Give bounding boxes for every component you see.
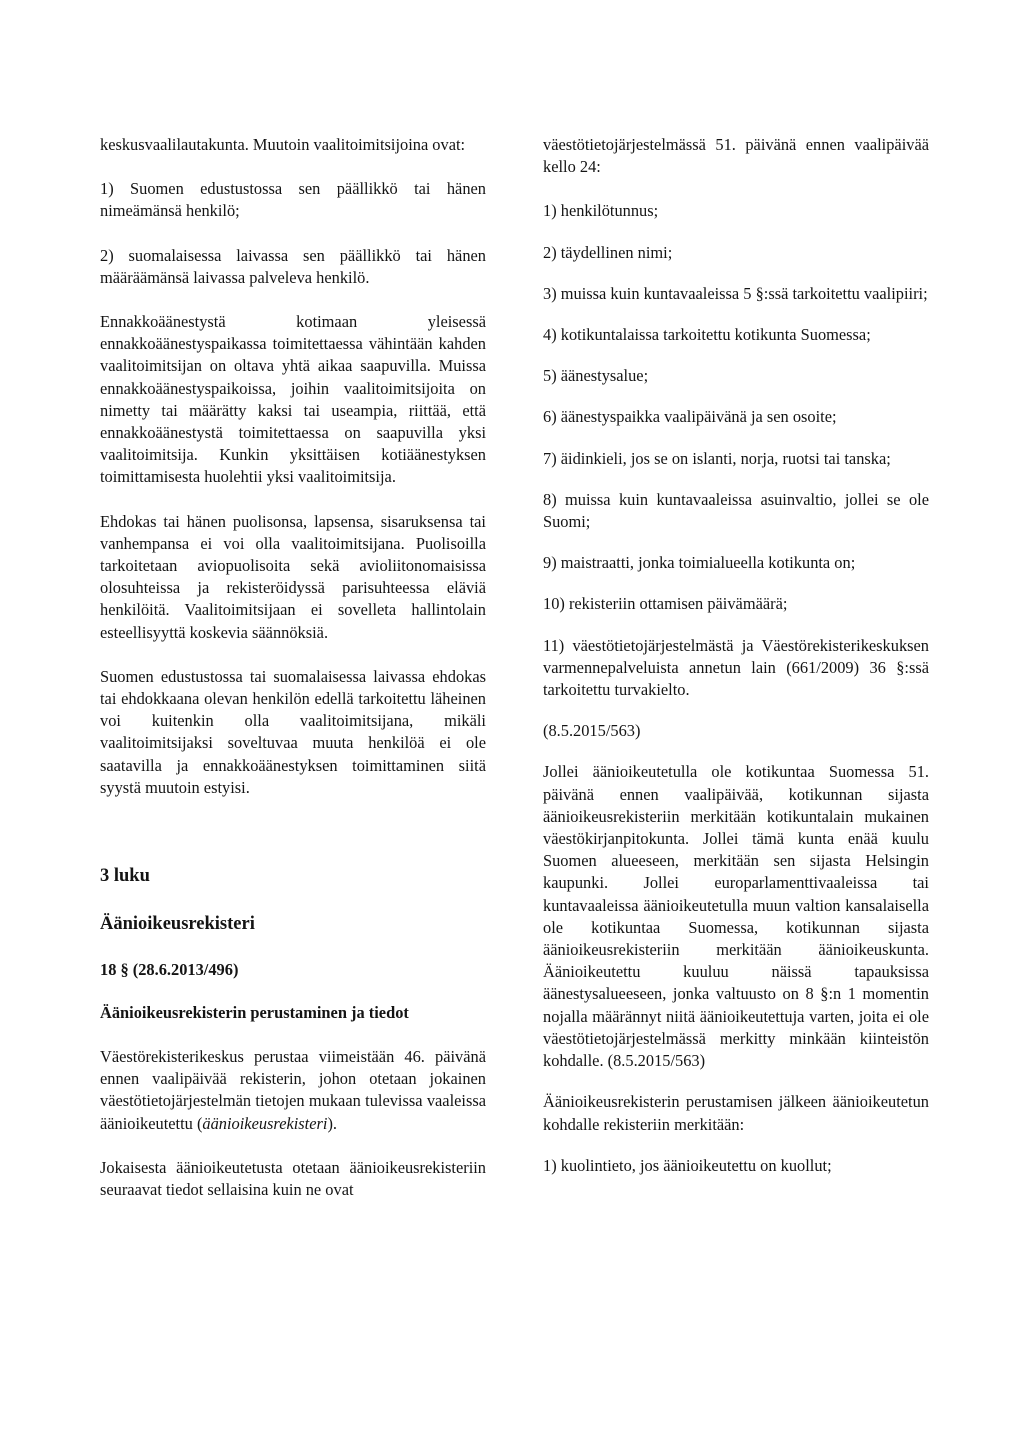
paragraph: Jollei äänioikeutetulla ole kotikuntaa Suomessa 51. päivänä ennen vaalipäivää, kotikunnan sijasta äänioikeusrekisteriin merkitään kotikuntalain mukainen väestökirjanpitokunta. Jollei tämä kunta enää kuulu Suomen alueeseen, merkitään sen sijasta Helsingin kaupunki. Jollei europarlamenttivaaleissa tai kuntavaaleissa äänioikeutetulla muun valtion kansalaisella ole kotikuntaa Suomessa, kotikunnan sijasta äänioikeusrekisteriin merkitään äänioikeuskunta. Äänioikeutettu kuuluu näissä tapauksissa äänestysalueeseen, jonka valtuusto on 8 §:n 1 momentin nojalla määrännyt niitä äänioikeutettuja varten, joita ei ole väestötietojärjestelmässä merkitty minkään kiinteistön kohdalle. (8.5.2015/563) [543, 762, 929, 1071]
right-column [543, 134, 929, 1196]
paragraph: Ehdokas tai hänen puolisonsa, lapsensa, sisaruksensa tai vanhempansa ei voi olla vaalitoimitsijana. Puolisoilla tarkoitetaan aviopuolisoita sekä avioliitonomaisissa olosuhteissa ja rekisteröidyssä parisuhteessa eläviä henkilöitä. Vaalitoimitsijaan ei sovelleta hallintolain esteellisyyttä koskevia säännöksiä. [100, 511, 486, 642]
list-item: 9) maistraatti, jonka toimialueella kotikunta on; [543, 553, 856, 573]
paragraph: väestötietojärjestelmässä 51. päivänä ennen vaalipäivää kello 24: [543, 135, 929, 177]
amendment-reference: (8.5.2015/563) [543, 721, 641, 741]
chapter-title: Äänioikeusrekisteri [100, 914, 255, 935]
paragraph: keskusvaalilautakunta. Muutoin vaalitoimitsijoina ovat: [100, 135, 466, 154]
defined-term: äänioikeusrekisteri [202, 1113, 328, 1133]
section-number: 18 § (28.6.2013/496) [100, 960, 239, 980]
paragraph: Äänioikeusrekisterin perustamisen jälkeen äänioikeutetun kohdalle rekisteriin merkitään: [543, 1092, 929, 1134]
paragraph: Jokaisesta äänioikeutetusta otetaan äänioikeusrekisteriin seuraavat tiedot sellaisina kuin ne ovat [100, 1157, 486, 1199]
list-item: 5) äänestysalue; [543, 366, 649, 386]
list-item: 11) väestötietojärjestelmästä ja Väestörekisterikeskuksen varmennepalveluista annetun lain (661/2009) 36 §:ssä tarkoitettu turvakielto. [543, 635, 929, 700]
list-item: 1) kuolintieto, jos äänioikeutettu on kuollut; [543, 1155, 832, 1175]
list-item: 8) muissa kuin kuntavaaleissa asuinvaltio, jollei se ole Suomi; [543, 489, 929, 532]
paragraph: Ennakkoäänestystä kotimaan yleisessä ennakkoäänestyspaikassa toimitettaessa vähintään kahden vaalitoimitsijan on oltava yhtä aikaa saapuvilla. Muissa ennakkoäänestyspaikoissa, joihin vaalitoimitsijoita on nimetty tai määrätty kaksi tai useampia, riittää, että ennakkoäänestystä toimitettaessa on saapuvilla yksi vaalitoimitsija. Kunkin yksittäisen kotiäänestyksen toimittamisesta huolehtii yksi vaalitoimitsija. [100, 312, 486, 487]
chapter-number: 3 luku [100, 866, 150, 887]
list-item: 10) rekisteriin ottamisen päivämäärä; [543, 594, 788, 614]
list-item: 1) Suomen edustustossa sen päällikkö tai hänen nimeämänsä henkilö; [100, 179, 486, 221]
list-item: 1) henkilötunnus; [543, 201, 659, 221]
paragraph-text: Väestörekisterikeskus perustaa viimeistään 46. päivänä ennen vaalipäivää rekisterin, johon otetaan jokainen väestötietojärjestelmän tietojen mukaan tulevissa vaaleissa äänioikeutettu ( [100, 1046, 486, 1133]
left-column [100, 134, 486, 1223]
list-item: 6) äänestyspaikka vaalipäivänä ja sen osoite; [543, 407, 837, 427]
list-item: 3) muissa kuin kuntavaaleissa 5 §:ssä tarkoitettu vaalipiiri; [543, 283, 928, 303]
section-title: Äänioikeusrekisterin perustaminen ja tiedot [100, 1002, 409, 1022]
list-item: 7) äidinkieli, jos se on islanti, norja, ruotsi tai tanska; [543, 448, 891, 468]
paragraph: Suomen edustustossa tai suomalaisessa laivassa ehdokas tai ehdokkaana olevan henkilön edellä tarkoitettu läheinen voi kuitenkin olla vaalitoimitsijana, mikäli vaalitoimitsijaksi soveltuvaa muuta henkilöä ei ole saatavilla ja ennakkoäänestyksen toimittaminen siitä syystä muutoin estyisi. [100, 666, 486, 797]
paragraph [100, 1046, 486, 1135]
list-item: 2) suomalaisessa laivassa sen päällikkö tai hänen määräämänsä laivassa palveleva henkilö. [100, 245, 486, 287]
paragraph-end: ). [327, 1113, 337, 1133]
list-item: 2) täydellinen nimi; [543, 242, 673, 262]
list-item: 4) kotikuntalaissa tarkoitettu kotikunta Suomessa; [543, 325, 871, 345]
